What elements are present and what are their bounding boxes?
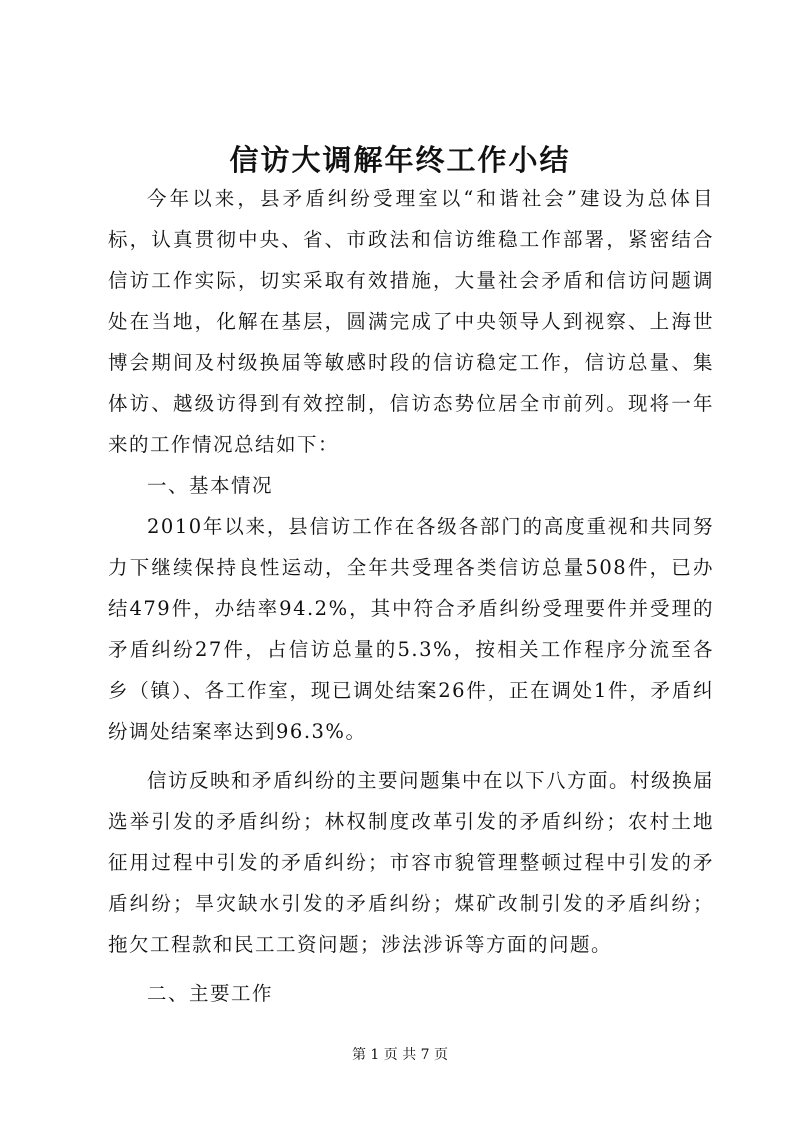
statistics-paragraph: 2010年以来，县信访工作在各级各部门的高度重视和共同努力下继续保持良性运动，全年共受理各类信访总量508件，已办结479件，办结率94.2%，其中符合矛盾纠纷受理要件并受理的矛盾纠纷27件，占信访总量的5.3%，按相关工作程序分流至各乡（镇）、各工作室，现已调处结案26件，正在调处1件，矛盾纠纷调处结案率达到96.3%。 — [108, 515, 714, 743]
section-heading-basic-situation: 一、基本情况 — [147, 474, 274, 497]
issues-paragraph: 信访反映和矛盾纠纷的主要问题集中在以下八方面。村级换届选举引发的矛盾纠纷；林权制度改革引发的矛盾纠纷；农村土地征用过程中引发的矛盾纠纷；市容市貌管理整顿过程中引发的矛盾纠纷；旱灾缺水引发的矛盾纠纷；煤矿改制引发的矛盾纠纷；拖欠工程款和民工工资问题；涉法涉诉等方面的问题。 — [108, 769, 715, 956]
section-heading-main-work: 二、主要工作 — [147, 982, 274, 1005]
page-number-footer: 第 1 页 共 7 页 — [351, 1047, 449, 1063]
document-body — [108, 178, 714, 1014]
intro-paragraph: 今年以来，县矛盾纠纷受理室以“和谐社会”建设为总体目标，认真贯彻中央、省、市政法和信访维稳工作部署，紧密结合信访工作实际，切实采取有效措施，大量社会矛盾和信访问题调处在当地，化解在基层，圆满完成了中央领导人到视察、上海世博会期间及村级换届等敏感时段的信访稳定工作，信访总量、集体访、越级访得到有效控制，信访态势位居全市前列。现将一年来的工作情况总结如下： — [108, 187, 714, 456]
document-title: 信访大调解年终工作小结 — [229, 143, 571, 177]
